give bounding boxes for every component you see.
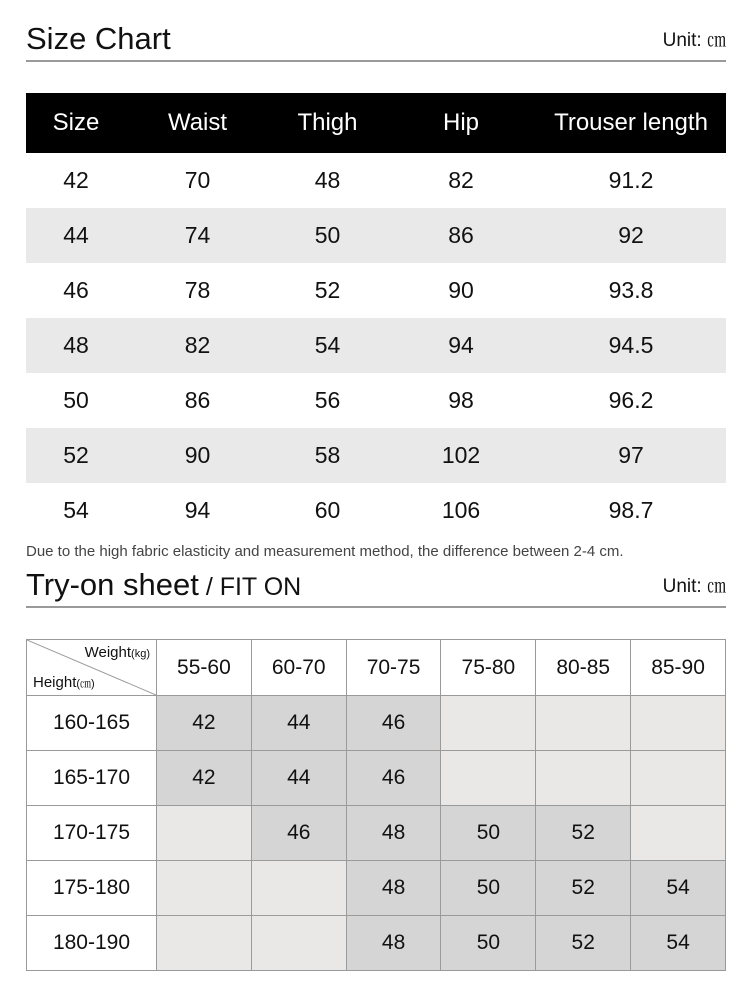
weight-header: 75-80 xyxy=(441,640,536,696)
fit-size-cell xyxy=(251,861,346,916)
cell-size: 44 xyxy=(26,208,126,263)
table-row xyxy=(27,806,726,861)
column-header-size: Size xyxy=(26,93,126,153)
cell-trouser-length: 94.5 xyxy=(536,318,726,373)
table-row xyxy=(27,751,726,806)
table-row xyxy=(26,208,726,263)
size-chart-title: Size Chart xyxy=(26,21,171,56)
weight-header: 80-85 xyxy=(536,640,631,696)
fit-size-cell: 52 xyxy=(536,916,631,971)
fit-header-row xyxy=(27,640,726,696)
fit-size-cell xyxy=(441,696,536,751)
cell-hip: 90 xyxy=(448,277,474,303)
fit-size-cell: 44 xyxy=(251,696,346,751)
height-range-cell: 180-190 xyxy=(27,916,157,971)
cell-hip: 102 xyxy=(386,428,536,483)
cell-waist: 70 xyxy=(184,167,211,193)
cell-trouser-length: 98.7 xyxy=(608,497,654,523)
size-chart-header xyxy=(26,16,726,62)
fit-size-cell: 50 xyxy=(441,806,536,861)
fit-size-cell: 54 xyxy=(631,861,726,916)
cell-size: 52 xyxy=(26,428,126,483)
cell-waist: 82 xyxy=(126,318,269,373)
cell-waist: 78 xyxy=(184,277,211,303)
weight-header: 55-60 xyxy=(157,640,252,696)
fit-size-cell: 46 xyxy=(251,806,346,861)
cell-hip: 106 xyxy=(441,497,481,523)
fit-size-cell xyxy=(251,916,346,971)
cell-size: 50 xyxy=(63,387,89,413)
table-row xyxy=(26,318,726,373)
cell-waist: 74 xyxy=(126,208,269,263)
fit-size-cell: 48 xyxy=(346,806,441,861)
fit-size-cell: 46 xyxy=(346,751,441,806)
fit-size-cell: 54 xyxy=(631,916,726,971)
cell-waist: 86 xyxy=(184,387,211,413)
corner-weight-label xyxy=(85,644,150,661)
column-header-hip: Hip xyxy=(386,93,536,153)
size-chart-header-row xyxy=(26,93,726,153)
fit-sheet-title-main: Try-on sheet xyxy=(26,567,199,602)
column-header-trouser-length: Trouser length xyxy=(536,93,726,153)
fit-sheet-unit: Unit: ㎝ xyxy=(662,576,726,597)
fit-size-cell: 52 xyxy=(536,861,631,916)
fit-size-cell xyxy=(631,806,726,861)
cell-waist: 94 xyxy=(184,497,211,523)
measurement-note: Due to the high fabric elasticity and measurement method, the difference between 2-4 cm. xyxy=(26,543,624,560)
corner-header-cell xyxy=(27,640,157,696)
height-label-text: Height xyxy=(33,674,77,691)
fit-size-cell xyxy=(157,861,252,916)
fit-sheet-title xyxy=(26,569,301,606)
table-row xyxy=(26,428,726,483)
cell-thigh: 60 xyxy=(314,497,341,523)
cell-thigh: 58 xyxy=(269,428,386,483)
fit-sheet-subtitle: / FIT ON xyxy=(198,573,302,601)
cell-thigh: 52 xyxy=(314,277,341,303)
cell-thigh: 50 xyxy=(269,208,386,263)
cell-hip: 94 xyxy=(386,318,536,373)
weight-header: 70-75 xyxy=(346,640,441,696)
cell-trouser-length: 96.2 xyxy=(608,387,654,413)
column-header-thigh: Thigh xyxy=(269,93,386,153)
cell-trouser-length: 91.2 xyxy=(608,167,654,193)
fit-size-cell xyxy=(441,751,536,806)
cell-hip: 82 xyxy=(448,167,474,193)
cell-size: 46 xyxy=(63,277,89,303)
cell-size: 54 xyxy=(63,497,89,523)
cell-trouser-length: 93.8 xyxy=(608,277,654,303)
size-chart-unit: Unit: ㎝ xyxy=(662,30,726,51)
fit-size-cell: 42 xyxy=(157,696,252,751)
height-range-cell: 175-180 xyxy=(27,861,157,916)
weight-label-text: Weight xyxy=(84,644,132,661)
fit-sheet-header xyxy=(26,562,726,608)
fit-size-cell xyxy=(536,751,631,806)
cell-thigh: 48 xyxy=(314,167,341,193)
table-row xyxy=(27,861,726,916)
cell-thigh: 56 xyxy=(314,387,341,413)
fit-size-cell: 52 xyxy=(536,806,631,861)
fit-size-cell: 48 xyxy=(346,916,441,971)
cell-thigh: 54 xyxy=(269,318,386,373)
fit-size-cell xyxy=(157,916,252,971)
fit-size-cell: 46 xyxy=(346,696,441,751)
table-row xyxy=(26,153,726,208)
height-range-cell: 170-175 xyxy=(27,806,157,861)
fit-size-cell xyxy=(631,696,726,751)
fit-size-cell xyxy=(157,806,252,861)
height-range-cell: 165-170 xyxy=(27,751,157,806)
weight-header: 85-90 xyxy=(631,640,726,696)
fit-size-cell: 42 xyxy=(157,751,252,806)
cell-trouser-length: 97 xyxy=(536,428,726,483)
fit-size-cell xyxy=(631,751,726,806)
cell-size: 48 xyxy=(26,318,126,373)
weight-unit-text: (kg) xyxy=(131,648,150,660)
weight-header: 60-70 xyxy=(251,640,346,696)
fit-size-cell: 44 xyxy=(251,751,346,806)
size-chart-table xyxy=(26,93,726,538)
cell-trouser-length: 92 xyxy=(536,208,726,263)
table-row xyxy=(26,483,726,538)
table-row xyxy=(26,373,726,428)
fit-size-cell xyxy=(536,696,631,751)
cell-size: 42 xyxy=(63,167,89,193)
fit-size-cell: 48 xyxy=(346,861,441,916)
fit-sheet-table xyxy=(26,639,726,971)
fit-sheet-body xyxy=(27,696,726,971)
cell-waist: 90 xyxy=(126,428,269,483)
fit-size-cell: 50 xyxy=(441,861,536,916)
height-range-cell: 160-165 xyxy=(27,696,157,751)
table-row xyxy=(26,263,726,318)
cell-hip: 98 xyxy=(448,387,474,413)
height-unit-text: (㎝) xyxy=(76,678,95,690)
corner-height-label xyxy=(33,674,95,691)
table-row xyxy=(27,916,726,971)
table-row xyxy=(27,696,726,751)
fit-size-cell: 50 xyxy=(441,916,536,971)
cell-hip: 86 xyxy=(386,208,536,263)
column-header-waist: Waist xyxy=(126,93,269,153)
